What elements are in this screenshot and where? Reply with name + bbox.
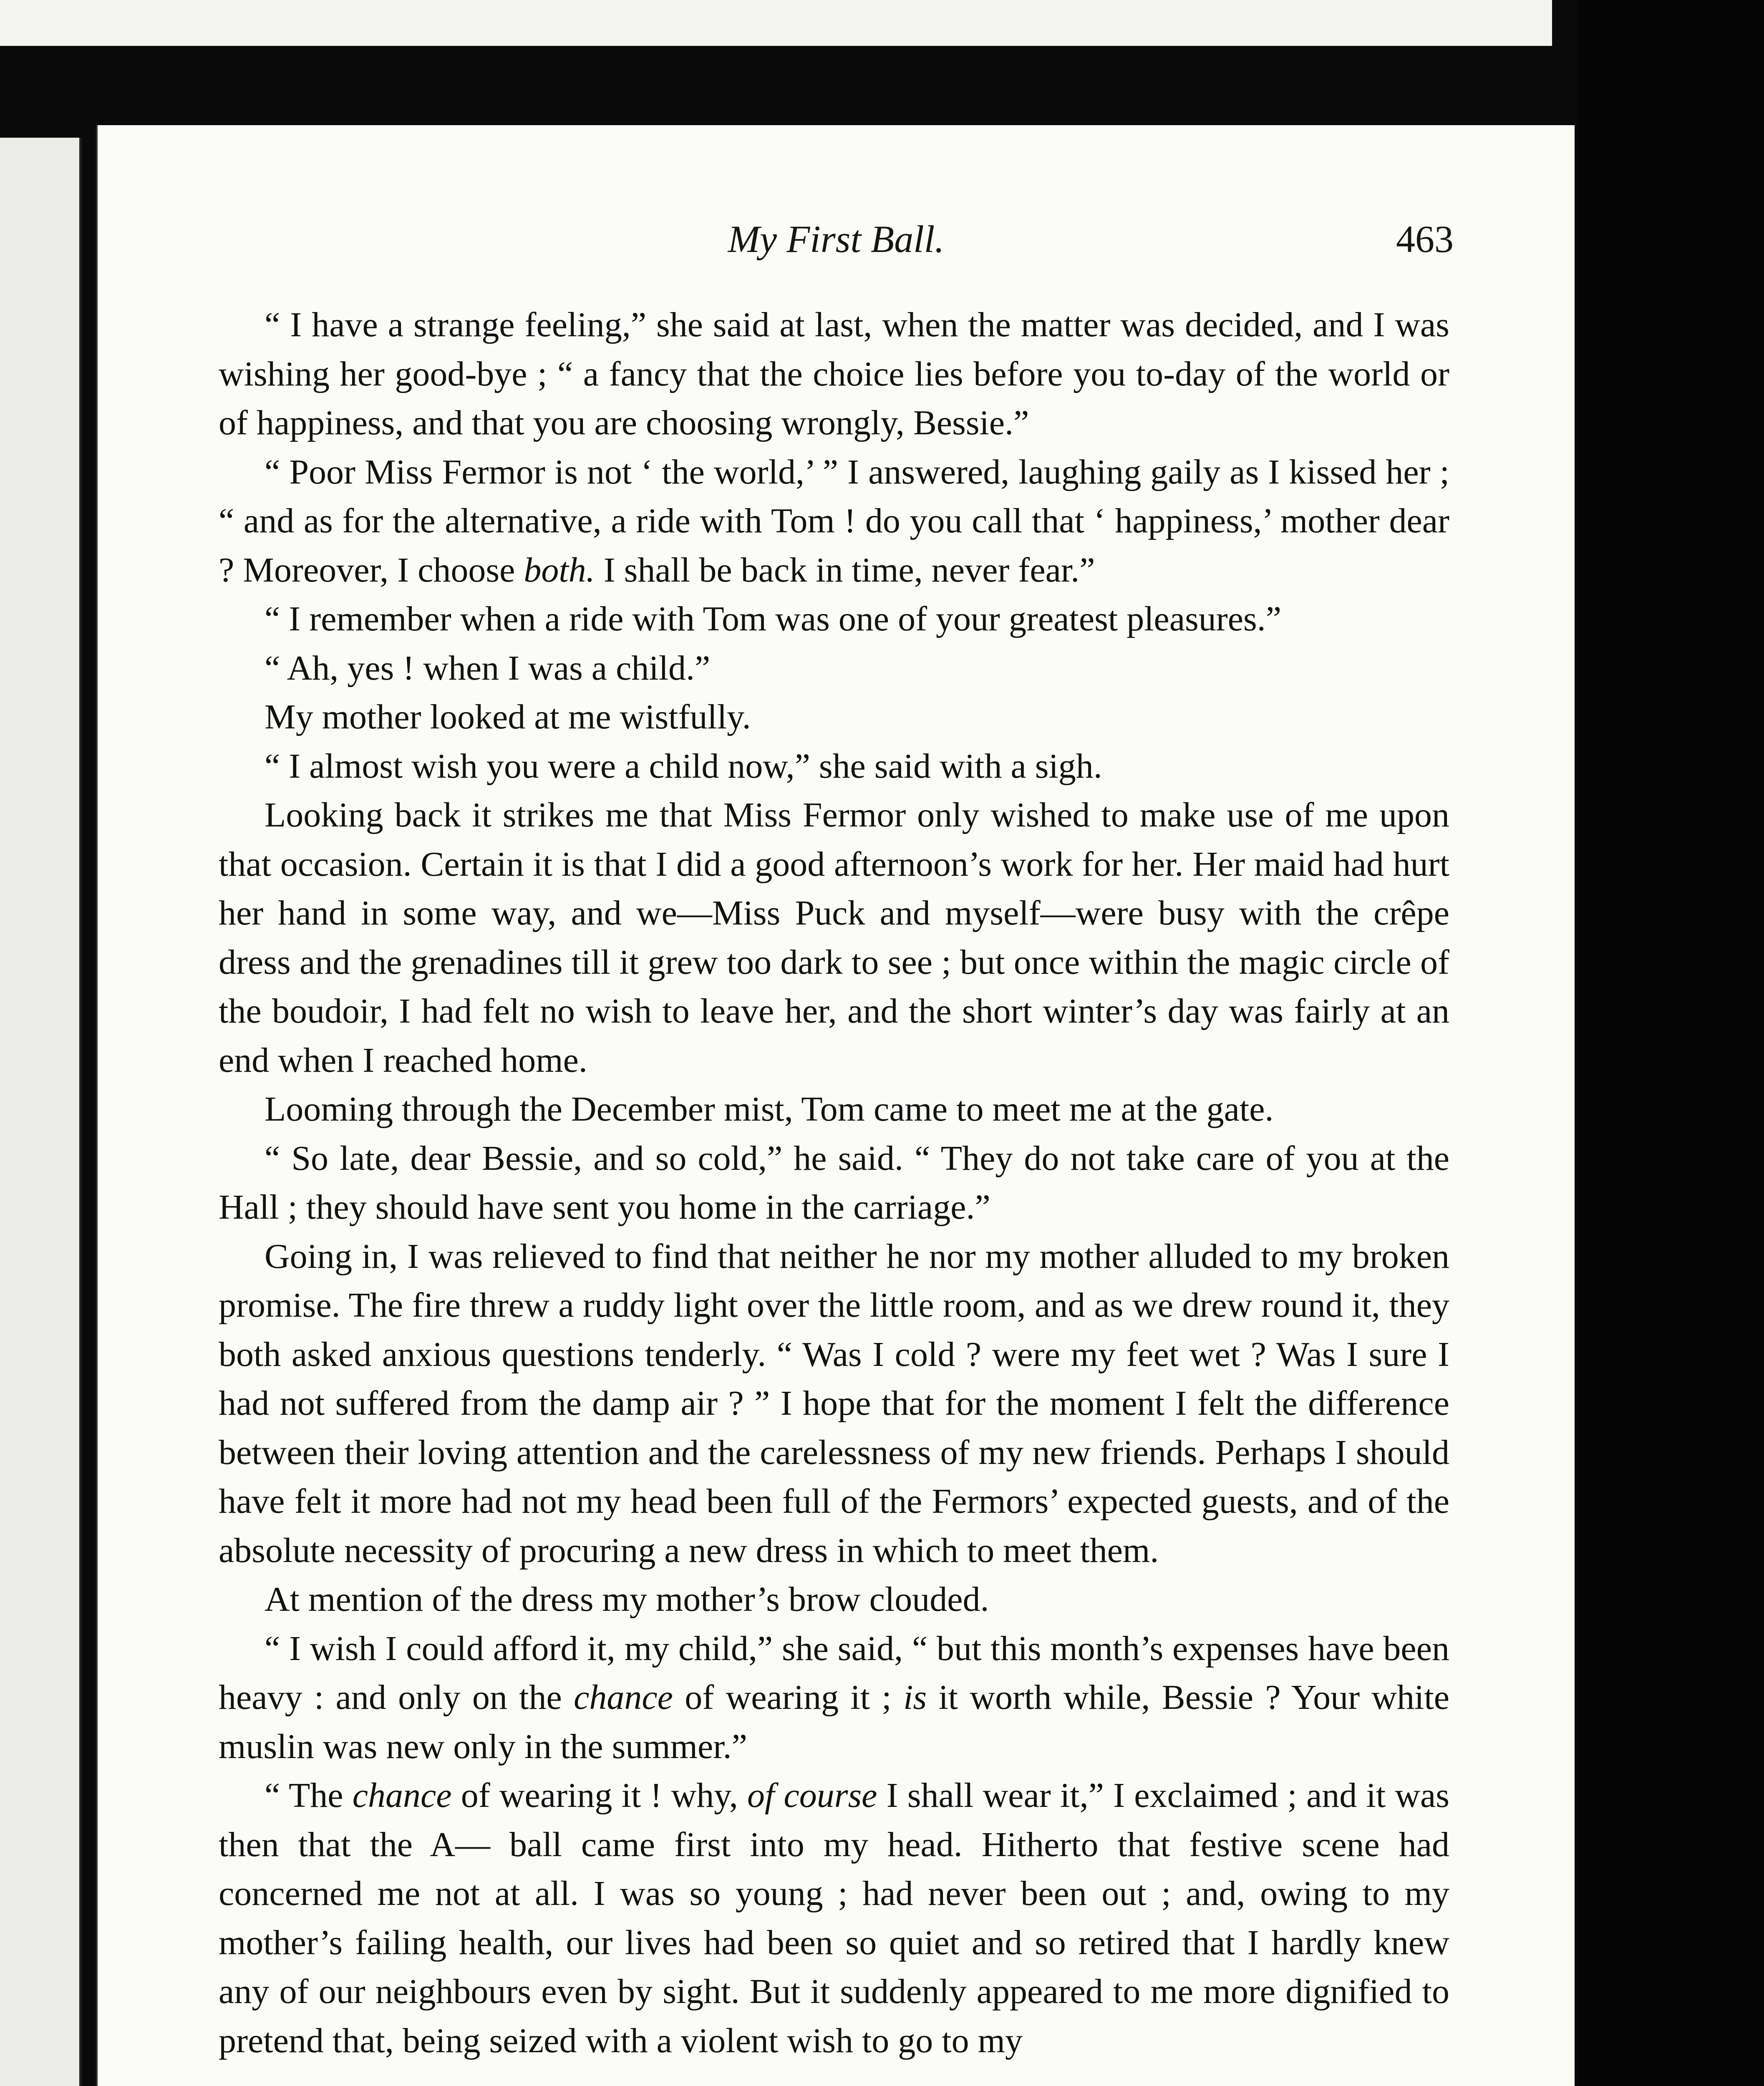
text-run: “ I wish I could afford it, my child,” she said, “ but this month’s expenses have been heavy : and only on the: [219, 1629, 1449, 1717]
facing-page-edge-top: [0, 0, 1552, 46]
text-run: it worth while, Bessie ? Your white muslin was new only in the summer.”: [219, 1678, 1450, 1766]
page-header: [98, 217, 1575, 267]
paragraph: [219, 693, 1449, 742]
scan-dark-edge: [1577, 0, 1764, 2086]
paragraph: [219, 595, 1449, 644]
italic-run: chance: [574, 1678, 673, 1717]
paragraph: [219, 300, 1449, 448]
paragraph: [219, 791, 1449, 1085]
text-run: of wearing it ;: [673, 1678, 904, 1717]
text-run: Looking back it strikes me that Miss Fermor only wished to make use of me upon that occasion. Certain it is that I did a good afternoon’s work for her. Her maid had hurt her hand in some way, and we—Miss Puck and myself—were busy with the crêpe dress and the grenadines till it grew too dark to see ; but once within the magic circle of the boudoir, I had felt no wish to leave her, and the short winter’s day was fairly at an end when I reached home.: [219, 796, 1449, 1080]
text-run: of wearing it ! why,: [451, 1776, 747, 1815]
italic-run: is: [903, 1678, 927, 1717]
paragraph: [219, 742, 1449, 791]
text-run: Looming through the December mist, Tom came to meet me at the gate.: [265, 1090, 1274, 1129]
paragraph: [219, 644, 1449, 693]
book-page: [96, 125, 1575, 2086]
text-run: Going in, I was relieved to find that neither he nor my mother alluded to my broken promise. The fire threw a ruddy light over the little room, and as we drew round it, they both asked anxious questions tenderly. “ Was I cold ? were my feet wet ? Was I sure I had not suffered from the damp air ? ” I hope that for the moment I felt the difference between their loving attention and the carelessness of my new friends. Perhaps I should have felt it more had not my head been full of the Fermors’ expected guests, and of the absolute necessity of procuring a new dress in which to meet them.: [219, 1237, 1449, 1570]
paragraph: [219, 1624, 1449, 1771]
text-run: I shall be back in time, never fear.”: [595, 550, 1095, 590]
text-run: “ I have a strange feeling,” she said at last, when the matter was decided, and I was wishing her good-bye ; “ a fancy that the choice lies before you to-day of the world or of happiness, and that you are choosing wrongly, Bessie.”: [219, 305, 1449, 442]
text-run: I shall wear it,” I exclaimed ; and it was then that the A— ball came first into my head. Hitherto that festive scene had concerned me not at all. I was so young ; had never been out ; and, owing to my mother’s failing health, our lives had been so quiet and so retired that I hardly knew any of our neighbours even by sight. But it suddenly appeared to me more dignified to pretend that, being seized with a violent wish to go to my: [219, 1776, 1449, 2060]
italic-run: both.: [524, 550, 595, 590]
italic-run: chance: [352, 1776, 452, 1815]
text-run: “ Ah, yes ! when I was a child.”: [265, 648, 711, 688]
paragraph: [219, 1134, 1449, 1232]
body-text: [219, 300, 1449, 2065]
text-run: At mention of the dress my mother’s brow clouded.: [265, 1580, 989, 1619]
page-number: 463: [1396, 218, 1454, 260]
paragraph: [219, 1232, 1449, 1575]
text-run: “ So late, dear Bessie, and so cold,” he said. “ They do not take care of you at the Hall ; they should have sent you home in the carriage.”: [219, 1139, 1449, 1227]
text-run: “ I almost wish you were a child now,” she said with a sigh.: [265, 746, 1102, 786]
paragraph: [219, 448, 1449, 595]
paragraph: [219, 1085, 1449, 1134]
paragraph: [219, 1575, 1449, 1624]
italic-run: of course: [747, 1776, 877, 1815]
facing-page-edge-left: [0, 138, 82, 2086]
text-run: “ I remember when a ride with Tom was one of your greatest pleasures.”: [265, 600, 1282, 638]
text-run: “ The: [265, 1776, 353, 1815]
text-run: My mother looked at me wistfully.: [265, 698, 751, 736]
running-title: My First Ball.: [728, 218, 945, 260]
text-run: “ Poor Miss Fermor is not ‘ the world,’ ” I answered, laughing gaily as I kissed her ; “ and as for the alternative, a ride with Tom ! do you call that ‘ happiness,’ mother dear ? Moreover, I choose: [219, 452, 1449, 590]
paragraph: [219, 1771, 1449, 2065]
